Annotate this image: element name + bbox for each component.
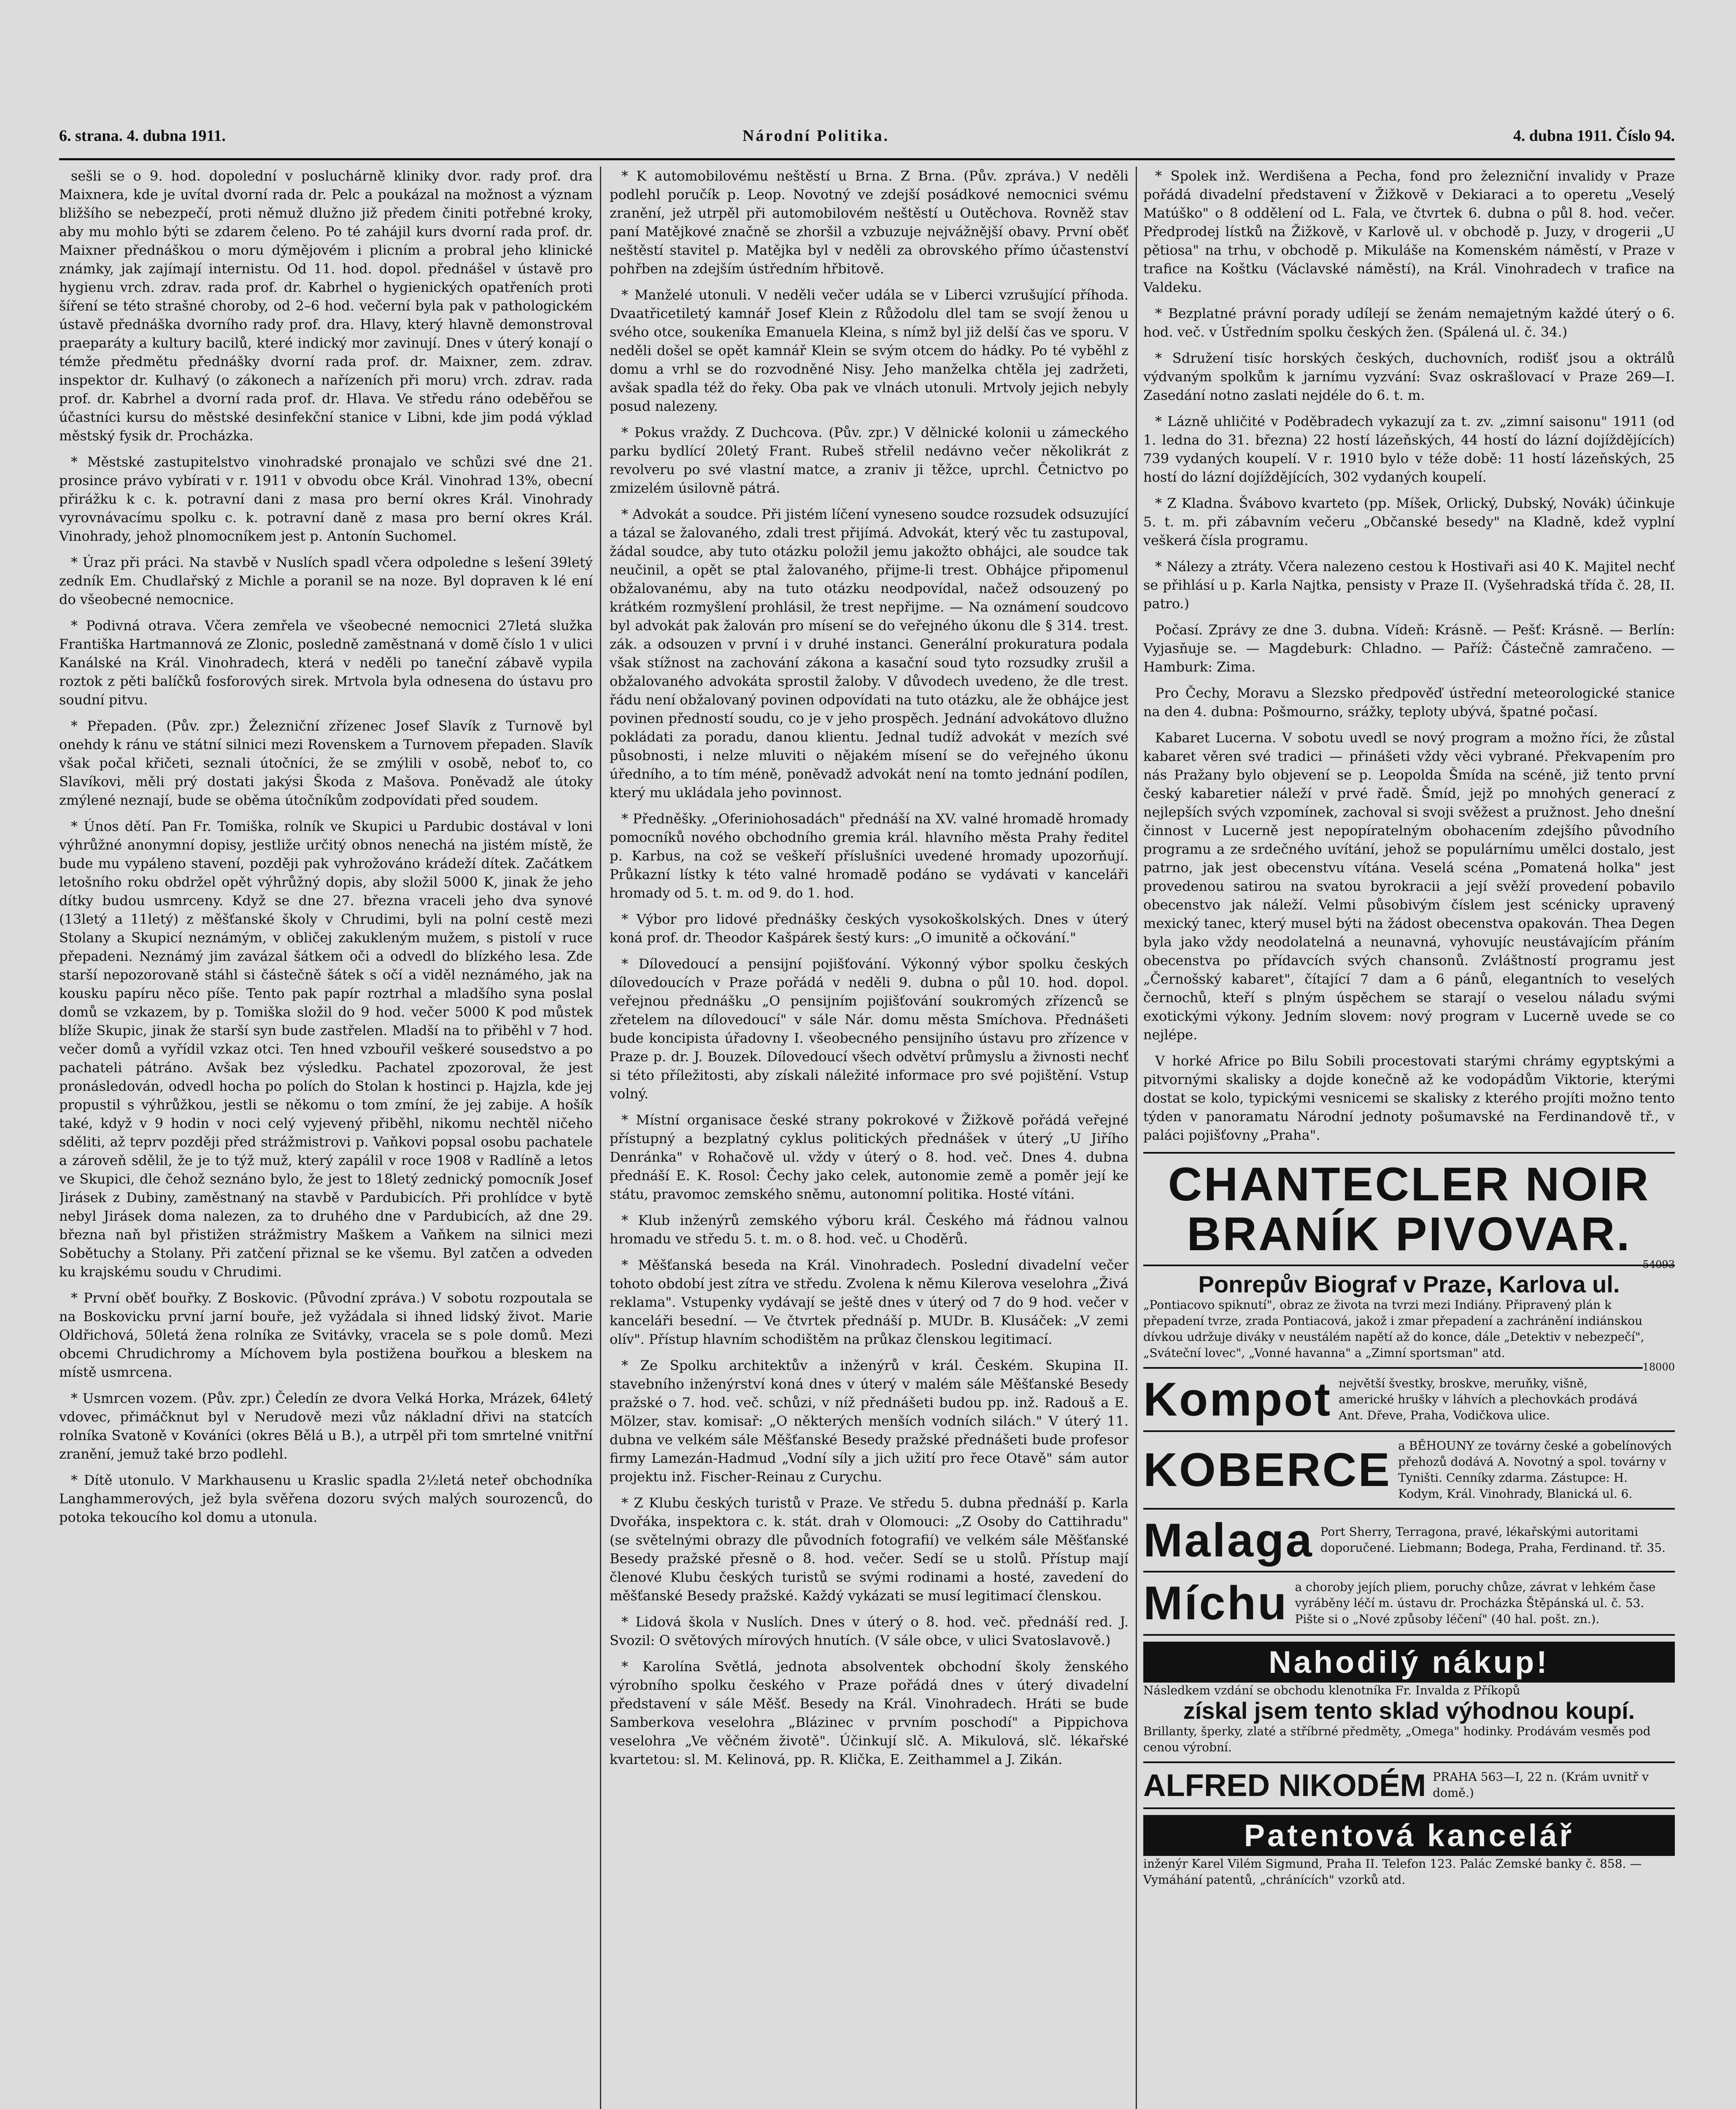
- article: V horké Africe po Bilu Sobili procestovati starými chrámy egyptskými a pitvornými skalisky a dojde konečně až ke vodopádům Viktorie, kterými dostat se kolo, typickými vesnicemi se skalisky z kterého projíti možno tento týden v panoramatu Národní jednoty pošumavské na Ferdinandově tř., v paláci pojišťovny „Praha".: [1143, 1053, 1675, 1143]
- article: * Podivná otrava. Včera zemřela ve všeobecné nemocnici 27letá služka Františka Hartmannová ze Zlonic, posledně zaměstnaná v domě číslo 1 v ulici Kanálské na Král. Vinohradech, která v neděli po taneční zábavě vypila roztok z pěti balíčků fosforových sirek. Mrtvola byla odnesena do ústavu pro soudní pitvu.: [59, 618, 593, 708]
- article: * Karolína Světlá, jednota absolventek obchodní školy ženského výrobního spolku českého v Praze pořádá dnes v úterý divadelní představení v sále Měšť. Besedy na Král. Vinohradech. Hráti se bude Samberkova veselohra „Blázinec v prvním poschodí" a Pippichova veselohra „Ve věčném životě". Účinkují slč. A. Mikulová, slč. lékařské kvartetou: sl. M. Kelinová, pp. R. Klička, E. Zeithammel a J. Zikán.: [610, 1659, 1129, 1767]
- article: * Ze Spolku architektův a inženýrů v král. Českém. Skupina II. stavebního inženýrství koná dnes v úterý v malém sále Měšťanské Besedy pražské o 7. hod. več. schůzi, v níž přednášeti budou pp. inž. Radouš a E. Mölzer, stav. komisař: „O některých menších vodních silách." V úterý 11. dubna ve velkém sále Měšťanské Besedy pražské přednášeti bude profesor firmy Lamezán-Hadmud „Vodní síly a jich užití pro řece Otavě" sám autor projektu inž. Fischer-Reinau z Curychu.: [610, 1357, 1129, 1485]
- article: * Z Klubu českých turistů v Praze. Ve středu 5. dubna přednáší p. Karla Dvořáka, inspektora c. k. stát. drah v Olomouci: „Z Osoby do Cattihradu" (se světelnými obrazy dle původních fotografií) ve velkém sále Měšťanské Besedy pražské přesně o 8. hod. večer. Sedí se u stolů. Přístup mají členové Klubu českých turistů se svými rodinami a hosté, zavedení do měšťanské Besedy pražské. Každý vykázati se musí legitimací členskou.: [610, 1495, 1129, 1604]
- ad-patent-text: inženýr Karel Vilém Sigmund, Praha II. Telefon 123. Palác Zemské banky č. 858. — Vymáhání patentů, „chránících" vzorků atd.: [1143, 1857, 1642, 1887]
- article: * Přepaden. (Pův. zpr.) Železniční zřízenec Josef Slavík z Turnově byl onehdy k ránu ve státní silnici mezi Rovenskem a Turnovem přepaden. Slavík však počal křičeti, seznali útočníci, že se zmýlili v osobě, neboť to, co Slavíkovi, měli prý dostati jakýsi Škoda z Mašova. Poněvadž ale útoky zmýlené neznají, bude se oběma útočníkům zodpovídati před soudem.: [59, 718, 593, 808]
- ad-koberce-title: KOBERCE: [1143, 1443, 1392, 1496]
- ad-ponrepo-title: Ponrepův Biograf v Praze, Karlova ul.: [1198, 1271, 1620, 1298]
- ad-ponrepo-text: „Pontiacovo spiknutí", obraz ze života na tvrzi mezi Indiány. Připravený plán k přepadení tvrze, zrada Pontiacová, jakož i zmar přepadení a zachránění indiánskou dívkou udržuje diváky v neustálém napětí až do konce, dále „Detektiv v nebezpečí", „Sváteční lovec", „Vonné havanna" a „Zimní sportsman" atd.: [1143, 1297, 1644, 1360]
- column-1: [59, 167, 593, 2109]
- ad-koberce: [1143, 1430, 1675, 1508]
- article: * První oběť bouřky. Z Boskovic. (Původní zpráva.) V sobotu rozpoutala se na Boskovicku první jarní bouře, jež vyžádala si ihned lidský život. Marie Oldřichová, 50letá žena rolníka ze Svitávky, vracela se s pole domů. Mezi obcemi Chrudichromy a Míchovem byla postižena bouřkou a bleskem na místě usmrcena.: [59, 1290, 593, 1380]
- article: * Sdružení tisíc horských českých, duchovních, rodišť jsou a oktrálů výdvaným spolkům k jarnímu vyzvání: Svaz oskrašlovací v Praze 269—I. Zasedání notno zaslati nejdéle do 6. t. m.: [1143, 350, 1675, 403]
- article: * Úraz při práci. Na stavbě v Nuslích spadl včera odpoledne s lešení 39letý zedník Em. Chudlařský z Michle a poranil se na noze. Byl dopraven k lé ení do všeobecné nemocnice.: [59, 554, 593, 607]
- article: Pro Čechy, Moravu a Slezsko předpověď ústřední meteorologické stanice na den 4. dubna: Pošmourno, srážky, teploty ubývá, špatné počasí.: [1143, 685, 1675, 720]
- article: * Místní organisace české strany pokrokové v Žižkově pořádá veřejné přístupný a bezplatný cyklus politických přednášek v úterý „U Jiřího Denránka" v Rohačově ul. vždy v úterý o 8. hod. več. Dnes 4. dubna přednáší E. K. Rosol: Čechy jako celek, autonomie země a poměr její ke státu, pravomoc zemského sněmu, autonomní politika. Hosté vítáni.: [610, 1112, 1129, 1202]
- ad-chantecler-line1: CHANTECLER NOIR: [1168, 1158, 1650, 1211]
- article: Kabaret Lucerna. V sobotu uvedl se nový program a možno říci, že zůstal kabaret věren své tradici — přinášeti vždy věci vybrané. Překvapením pro nás Pražany bylo objevení se p. Leopolda Šmída na scéně, již tento první český kabaretier náleží v prvé řadě. Šmíd, jejž po mnohých generací z nejlepších svých vzpomínek, zachoval si svoji svěžest a pružnost. Jeho dnešní činnost v Lucerně jest nepopíratelným obohacením zdejšího původního programu a ze srdečného uvítání, jehož se populárnímu umělci dostalo, jest patrno, jak jest obecenstvu vítána. Veselá scéna „Pomatená holka" jest provedenou satirou na svatou byrokracii a její svěží provedení pobavilo obecenstvo jak náleží. Velmi působivým číslem jest scénicky upravený mexický tanec, který musel býti na žádost obecenstva opakován. Thea Degen byla jako vždy neodolatelná a neunavná, vyhovujíc neustávajícím přáním obecenstva po přídavcích svých chansonů. Zvláštností programu jest „Černošský kabaret", čítající 7 dam a 6 pánů, elegantních to veselých černochů, kteří s plným úspěchem se starají o veselou náladu svými exotickými výkony. Jedním slovem: nový program v Lucerně uvede se co nejlépe.: [1143, 730, 1675, 1043]
- article: * Dítě utonulo. V Markhausenu u Kraslic spadla 2½letá neteř obchodníka Langhammerových, jež byla svěřena dozoru svých malých sourozenců, do potoka tekoucího kol domu a utonula.: [59, 1472, 593, 1525]
- article: * Klub inženýrů zemského výboru král. Českého má řádnou valnou hromadu ve středu 5. t. m. o 8. hod. več. u Choděrů.: [610, 1212, 1129, 1247]
- ad-number: 54093: [1642, 1259, 1675, 1271]
- article: * Bezplatné právní porady udílejí se ženám nemajetným každé úterý o 6. hod. več. v Ústředním spolku českých žen. (Spálená ul. č. 34.): [1143, 305, 1675, 340]
- ad-kompot-text: největší švestky, broskve, meruňky, višně, americké hrušky v láhvích a plechovkách prodává Ant. Dřeve, Praha, Vodičkova ulice.: [1339, 1376, 1638, 1422]
- article: * Městské zastupitelstvo vinohradské pronajalo ve schůzi své dne 21. prosince právo vybírati v r. 1911 v obvodu obce Král. Vinohrad 13%, obecní přirážku k c. k. potravní dani z masa pro berní okres Král. Vinohrady vyrovnávacímu spolku c. k. potravní daně z masa pro berní okres Král. Vinohrady, jehož plnomocníkem jest p. Antonín Suchomel.: [59, 454, 593, 544]
- ad-koberce-text: a BĚHOUNY ze továrny české a gobelínových přehozů dodává A. Novotný a spol. továrny v Tyništi. Cenníky zdarma. Zástupce: H. Kodym, Král. Vinohrady, Blanická ul. 6.: [1398, 1438, 1672, 1501]
- column-divider: [600, 167, 601, 2109]
- article: Počasí. Zprávy ze dne 3. dubna. Vídeň: Krásně. — Pešť: Krásně. — Berlín: Vyjasňuje se. — Magdeburk: Chladno. — Paříž: Částečně zamračeno. — Hamburk: Zima.: [1143, 622, 1675, 675]
- header-rule: [59, 158, 1675, 160]
- ad-number: 18000: [1642, 1361, 1675, 1373]
- ad-malaga-title: Malaga: [1143, 1513, 1314, 1567]
- ad-michu-title: Míchu: [1143, 1577, 1288, 1630]
- article: * Usmrcen vozem. (Pův. zpr.) Čeledín ze dvora Velká Horka, Mrázek, 64letý vdovec, přimáčknut byl v Nerudově mezi vůz nákladní dřivi na statcích rolníka Svatoně v Kováníci (okres Bělá u B.), a utrpěl při tom smrtelné vnitřní zranění, jemuž také brzo podlehl.: [59, 1390, 593, 1462]
- newspaper-title: Národní Politika.: [742, 127, 890, 145]
- page-date-right: 4. dubna 1911. Číslo 94.: [1513, 127, 1675, 145]
- ad-ziskal-text: Brillanty, šperky, zlaté a stříbrné předměty, „Omega" hodinky. Prodávám vesměs pod cenou výrobní.: [1143, 1724, 1651, 1754]
- article: * Spolek inž. Werdišena a Pecha, fond pro železniční invalidy v Praze pořádá divadelní představení v Žižkově v Dekiaraci a to operetu „Veselý Matúško" o 8 oddělení od L. Fala, ve čtvrtek 6. dubna o půl 8. hod. večer. Předprodej lístků na Žižkově, v Karlově ul. v obchodě p. Juzy, v drogerii „U pětiosa" na trhu, v obchodě p. Mikuláše na Komenském náměstí, v Praze v trafice na Koštku (Václavské náměstí), na Král. Vinohradech v trafice na Valdeku.: [1143, 168, 1675, 295]
- ad-chantecler: [1143, 1152, 1675, 1271]
- article: * Z Kladna. Švábovo kvarteto (pp. Míšek, Orlický, Dubský, Novák) účinkuje 5. t. m. při zábavním večeru „Občanské besedy" na Kladně, kdež vyplní veškerá čísla programu.: [1143, 495, 1675, 548]
- column-3: [1143, 167, 1675, 2109]
- article: * K automobilovému neštěstí u Brna. Z Brna. (Pův. zpráva.) V neděli podlehl poručík p. Leop. Novotný ve zdejší posádkové nemocnici svému zranění, jež utrpěl při automobilovém neštěstí u Outěchova. Rovněž stav paní Matějkové značně se zhoršil a vzbuzuje nejvážnější obavy. První oběť neštěstí stavitel p. Matějka byl v neděli za obrovského přímo účastenství pohřben na zdejším ústředním hřbitově.: [610, 168, 1129, 277]
- article: * Výbor pro lidové přednášky českých vysokoškolských. Dnes v úterý koná prof. dr. Theodor Kašpárek šestý kurs: „O imunitě a očkování.": [610, 911, 1129, 946]
- ad-chantecler-line2: BRANÍK PIVOVAR.: [1187, 1207, 1631, 1260]
- column-2: [610, 167, 1129, 2109]
- ad-nikodem-text: PRAHA 563—I, 22 n. (Krám uvnitř v domě.): [1433, 1770, 1649, 1800]
- article: * Lázně uhličité v Poděbradech vykazují za t. zv. „zimní saisonu" 1911 (od 1. ledna do 31. března) 22 hostí lázeňských, 44 hostí do lázní dojíždějících) 739 vydaných koupelí. V r. 1910 bylo v téže době: 11 hostí lázeňských, 25 hostí do lázní dojíždějících, 302 vydaných koupelí.: [1143, 413, 1675, 485]
- article: * Lidová škola v Nuslích. Dnes v úterý o 8. hod. več. přednáší red. J. Svozil: O světových mírových hnutích. (V sále obce, v ulici Svatoslavově.): [610, 1614, 1129, 1648]
- article: * Měšťanská beseda na Král. Vinohradech. Poslední divadelní večer tohoto období jest zítra ve středu. Zvolena k němu Kilerova veselohra „Živá reklama". Vstupenky vydávají se ještě dnes v úterý od 7 do 9 hod. večer v kanceláři besední. — Ve čtvrtek přednáší p. MUDr. B. Klusáček: „V zemi olív". Přístup hlavním schodištěm na průkaz členskou legitimací.: [610, 1257, 1129, 1347]
- page-date-left: 6. strana. 4. dubna 1911.: [59, 127, 226, 145]
- ad-patent: [1143, 1807, 1675, 1894]
- article: * Manželé utonuli. V neděli večer udála se v Liberci vzrušující příhoda. Dvaatřicetiletý kamnář Josef Klein z Růžodolu dlel tam se svojí ženou u svého otce, soukeníka Emanuela Kleina, s nímž byl již delší čas ve sporu. V neděli došel se opět kamnář Klein se svým otcem do hádky. Po té vyběhl z domu a vrhl se do rozvodněné Nisy. Jeho manželka chtěla jej zadržeti, avšak spadla též do řeky. Oba pak ve vlnách utonuli. Mrtvoly jejich nebyly posud nalezeny.: [610, 287, 1129, 414]
- article: * Pokus vraždy. Z Duchcova. (Pův. zpr.) V dělnické kolonii u zámeckého parku bydlící 20letý Frant. Rubeš střelil nedávno večer několikrát z revolveru po své vlastní matce, a zraniv ji těžce, uprchl. Četnictvo po zmizelém úsilovně pátrá.: [610, 424, 1129, 496]
- ad-michu: [1143, 1571, 1675, 1634]
- page-header: [59, 127, 1675, 160]
- ad-ponrepo: [1143, 1265, 1675, 1373]
- ad-patent-title: Patentová kancelář: [1143, 1815, 1675, 1856]
- ad-nahodily-text: Následkem vzdání se obchodu klenotníka Fr. Invalda z Příkopů: [1143, 1683, 1520, 1697]
- ad-kompot: [1143, 1367, 1643, 1430]
- article: sešli se o 9. hod. dopolední v posluchárně kliniky dvor. rady prof. dra Maixnera, kde je uvítal dvorní rada dr. Pelc a poukázal na možnost a význam bližšího se nebezpečí, proti němuž dlužno již předem činiti potřebné kroky, aby mu mohlo býti se zdarem čeleno. Po té zahájil kurs dvorní rada prof. dr. Maixner přednáškou o moru dýmějovém i plicním a probral jeho klinické známky, jak zajímají internistu. Od 11. hod. dopol. přednášel v ústavě pro hygienu vrch. zdrav. rada prof. dr. Kabrhel o hygienických opatřeních proti šíření se této strašné choroby, od 2–6 hod. večerní byla pak v pathologickém ústavě přednáška dvorního rady prof. dra. Hlavy, který hlavně demonstroval praeparáty a kultury bacilů, které indický mor zavinují. Dnes v úterý konají o témže předmětu přednášky dvorní rada prof. dr. Maixner, zem. zdrav. inspektor dr. Kulhavý (o zákonech a nařízeních při moru) vrch. zdrav. rada prof. dr. Kabrhel a dvorní rada prof. dr. Hlava. Ve středu ráno odeběřou se účastníci kursu do městské desinfekční stanice v Libni, kde jim podá výklad městský fysik dr. Procházka.: [59, 168, 593, 444]
- article: * Předněšky. „Oferiniohosadách" přednáší na XV. valné hromadě hromady pomocníků nového obchodního gremia král. hlavního města Prahy ředitel p. Karbus, na což se veškeří příslušníci uvedené hromady upozorňují. Průkazní lístky k této valné hromadě podáno se vydávati v kanceláři hromady od 5. t. m. od 9. do 1. hod.: [610, 811, 1129, 901]
- ad-nahodily: [1143, 1634, 1675, 1761]
- article: * Únos dětí. Pan Fr. Tomiška, rolník ve Skupici u Pardubic dostával v loni výhrůžné anonymní dopisy, jestliže určitý obnos nenechá na jistém místě, že bude mu vypáleno stavení, později pak vyhrožováno krádeží dítek. Začátkem letošního roku obdržel opět výhrůžný dopis, aby složil 5000 K, jinak že jeho dítky budou usmrceny. Když se dne 27. března vraceli jeho dva synové (13letý a 11letý) z měšťanské školy v Chrudimi, byli na polní cestě mezi Stolany a Skupicí neznámým, v obličej zakukleným mužem, s pistolí v ruce přepadeni. Neznámý jim zavázal šátkem oči a odvedl do blízkého lesa. Zde starší nepozorovaně stáhl si částečně šátek s očí a viděl neznámého, jak na kousku papíru něco píše. Tento pak papír roztrhal a mladšího syna poslal domů se vzkazem, by p. Tomiška složil do 9 hod. večer 5000 K pod můstek blíže Skupic, jinak že starší syn bude zastřelen. Mladší na to přiběhl v 7 hod. večer domů a vyřídil vzkaz otci. Ten hned vzbouřil veškeré sousedstvo a po pachateli pátráno. Avšak bez výsledku. Pachatel zpozoroval, že jest pronásledován, odvedl hocha po polích do Stolan k hostinci p. Hajzla, kde jej propustil s výhrůžkou, jestli se někomu o tom zmíní, že jej zabije. A hošík také, když v 9 hodin v noci celý vyjevený přiběhl, nikomu nechtěl ničeho sděliti, až teprv později před strážmistrovi p. Vaňkovi popsal osobu pachatele a zároveň sdělil, že je to týž muž, který zapálil v roce 1908 v Radlíně a letos ve Skupici, dle čehož seznáno bylo, že jest to 18letý zednický pomocník Josef Jirásek z Dubiny, zaměstnaný na stavbě v Pardubicích. Při prohlídce v bytě nebyl Jirásek doma nalezen, za to druhého dne v Pardubicích, až dne 29. března naň byl přistižen strážmistry Maškem a Vaňkem na silnici mezi Sobětuchy a Stolany. Při zatčení přiznal se ke všemu. Byl zatčen a odveden ku krajskému soudu v Chrudimi.: [59, 818, 593, 1280]
- ad-michu-text: a choroby jejích pliem, poruchy chůze, závrat v lehkém čase vyráběny léčí m. ústavu dr. Procházka Štěpánská ul. č. 53. Pište si o „Nové způsoby léčení" (40 hal. pošt. zn.).: [1295, 1580, 1656, 1626]
- article: * Dílovedoucí a pensijní pojišťování. Výkonný výbor spolku českých dílovedoucích v Praze pořádá v neděli 9. dubna o půl 10. hod. dopol. veřejnou přednášku „O pensijním pojišťování soukromých zřízenců se zřetelem na dílovedoucí" v sále Nár. domu města Smíchova. Přednášeti bude koncipista úřadovny I. všeobecného pensijního ústavu pro zřízence v Praze p. dr. J. Bouzek. Dílovedoucí všech odvětví průmyslu a živnosti nechť si této příležitosti, aby získali náležité informace pro své pojištění. Vstup volný.: [610, 956, 1129, 1102]
- ad-ziskal-title: získal jsem tento sklad výhodnou koupí.: [1183, 1697, 1635, 1724]
- ad-nikodem-title: ALFRED NIKODÉM: [1143, 1767, 1426, 1803]
- column-divider: [1136, 167, 1137, 2109]
- article: * Nálezy a ztráty. Včera nalezeno cestou k Hostivaři asi 40 K. Majitel nechť se přihlásí u p. Karla Najtka, pensisty v Praze II. (Vyšehradská třída č. 28, II. patro.): [1143, 558, 1675, 612]
- ad-kompot-title: Kompot: [1143, 1373, 1332, 1426]
- ad-nikodem: [1143, 1761, 1675, 1808]
- ad-nahodily-title: Nahodilý nákup!: [1143, 1642, 1675, 1683]
- ad-malaga-text: Port Sherry, Terragona, pravé, lékařskými autoritami doporučené. Liebmann; Bodega, Praha, Ferdinand. tř. 35.: [1320, 1525, 1666, 1555]
- article: * Advokát a soudce. Při jistém líčení vyneseno soudce rozsudek odsuzující a tázal se žalovaného, zdali trest přijímá. Advokát, který věc tu zastupoval, žádal soudce, aby tuto otázku položil jemu jakožto obhájci, ale soudce tak neučinil, a opět se ptal žalovaného, přijme-li trest. Obhájce připomenul obžalovanému, aby na tuto otázku neodpovídal, načež odsouzený po krátkém rozmyšlení prohlásil, že trest nepřijme. — Na oznámení soudcovo byl advokát pak žalován pro mísení se do veřejného úkonu dle § 314. trest. zák. a odsouzen v první i v druhé instanci. Generální prokuratura podala však stížnost na zachování zákona a kasační soud tyto rozsudky zrušil a obžalovaného advokáta sprostil žaloby. V důvodech uvedeno, že dle trest. řádu není obžalovaný povinen odpovídati na tuto otázku, ale že obhájce jest povinen předností soudu, co je v jeho prospěch. Jednání advokátovo dlužno pokládati za poradu, danou klientu. Jednal tudíž advokát v mezích své působnosti, i nelze mluviti o nějakém mísení se do veřejného úkonu úředního, a to tím méně, poněvadž advokát není na tomto jednání podílen, který mu ukládala jeho povinnost.: [610, 506, 1129, 801]
- ad-malaga: [1143, 1508, 1675, 1571]
